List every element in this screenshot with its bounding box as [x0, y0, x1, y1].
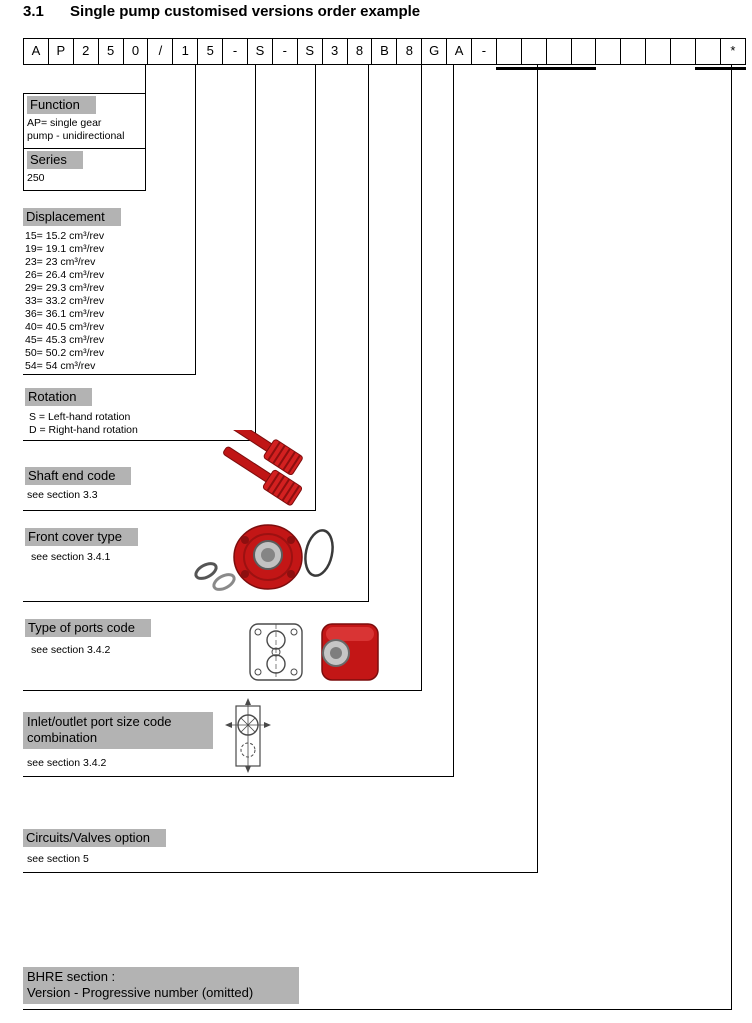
- function-description-line2: pump - unidirectional: [27, 130, 125, 142]
- function-box: [23, 93, 146, 149]
- port-size-drawing: [220, 698, 278, 774]
- displacement-list: [25, 230, 104, 373]
- circuits-header: Circuits/Valves option: [23, 829, 166, 847]
- code-cell: 0: [123, 38, 149, 65]
- page-title: [23, 3, 420, 20]
- code-cell: [496, 38, 522, 65]
- section-number: 3.1: [23, 3, 44, 20]
- port-size-header-line1: Inlet/outlet port size code: [27, 714, 172, 729]
- rotation-header: Rotation: [25, 388, 92, 406]
- code-cell: G: [421, 38, 447, 65]
- connector-line-port-size-h: [23, 776, 454, 777]
- code-cell: /: [147, 38, 173, 65]
- code-cell: [670, 38, 696, 65]
- code-cell: [620, 38, 646, 65]
- displacement-item: 36= 36.1 cm³/rev: [25, 308, 105, 320]
- series-header: Series: [27, 151, 83, 169]
- function-description-line1: AP= single gear: [27, 117, 102, 129]
- front-cover-photo: [186, 515, 338, 599]
- shaft-end-note: see section 3.3: [27, 489, 98, 501]
- code-cell: [521, 38, 547, 65]
- displacement-item: 45= 45.3 cm³/rev: [25, 334, 105, 346]
- code-cell: -: [222, 38, 248, 65]
- connector-line-bhre-h: [23, 1009, 732, 1010]
- displacement-item: 23= 23 cm³/rev: [25, 256, 96, 268]
- displacement-item: 50= 50.2 cm³/rev: [25, 347, 105, 359]
- code-cell: 3: [322, 38, 348, 65]
- ports-type-photo: [248, 620, 383, 686]
- code-cell: [546, 38, 572, 65]
- connector-line-series: [145, 64, 146, 94]
- rotation-option-s: S = Left-hand rotation: [29, 411, 131, 423]
- ports-type-note: see section 3.4.2: [31, 644, 111, 656]
- displacement-item: 19= 19.1 cm³/rev: [25, 243, 105, 255]
- rotation-options: [29, 411, 138, 437]
- shaft-end-header: Shaft end code: [25, 467, 131, 485]
- section-title: Single pump customised versions order example: [70, 3, 421, 20]
- connector-line-circuits: [537, 64, 538, 873]
- series-box: [23, 148, 146, 191]
- code-cell: [695, 38, 721, 65]
- displacement-item: 29= 29.3 cm³/rev: [25, 282, 105, 294]
- bhre-header: [23, 967, 299, 1004]
- code-cell: [571, 38, 597, 65]
- code-cell: A: [23, 38, 49, 65]
- code-cell: *: [720, 38, 746, 65]
- displacement-item: 54= 54 cm³/rev: [25, 360, 96, 372]
- displacement-item: 40= 40.5 cm³/rev: [25, 321, 105, 333]
- connector-line-port-size: [453, 64, 454, 777]
- rotation-option-d: D = Right-hand rotation: [29, 424, 138, 436]
- connector-line-circuits-h: [23, 872, 538, 873]
- connector-line-ports-type: [421, 64, 422, 691]
- displacement-header: Displacement: [23, 208, 121, 226]
- bhre-header-line2: Version - Progressive number (omitted): [27, 985, 254, 1000]
- displacement-item: 33= 33.2 cm³/rev: [25, 295, 105, 307]
- connector-line-bhre: [731, 64, 732, 1010]
- front-cover-note: see section 3.4.1: [31, 551, 111, 563]
- ports-type-header: Type of ports code: [25, 619, 151, 637]
- order-code-row: [23, 38, 746, 65]
- connector-line-front-cover-h: [23, 601, 369, 602]
- code-cell: S: [297, 38, 323, 65]
- code-cell: [595, 38, 621, 65]
- code-cell: P: [48, 38, 74, 65]
- code-cell: S: [247, 38, 273, 65]
- front-cover-header: Front cover type: [25, 528, 138, 546]
- code-cell: 5: [197, 38, 223, 65]
- series-value: 250: [27, 172, 45, 184]
- code-cell: 5: [98, 38, 124, 65]
- port-size-header-line2: combination: [27, 730, 98, 745]
- code-cell: 2: [73, 38, 99, 65]
- field-group-underline: [695, 67, 746, 70]
- code-cell: [645, 38, 671, 65]
- code-cell: -: [471, 38, 497, 65]
- port-size-note: see section 3.4.2: [27, 757, 107, 769]
- connector-line-front-cover: [368, 64, 369, 602]
- circuits-note: see section 5: [27, 853, 89, 865]
- code-cell: 8: [396, 38, 422, 65]
- connector-line-ports-type-h: [23, 690, 422, 691]
- connector-line-rotation: [255, 64, 256, 441]
- field-group-underline: [496, 67, 596, 70]
- displacement-item: 26= 26.4 cm³/rev: [25, 269, 105, 281]
- port-size-header: [23, 712, 213, 749]
- code-cell: 8: [347, 38, 373, 65]
- displacement-item: 15= 15.2 cm³/rev: [25, 230, 105, 242]
- connector-line-displacement: [195, 64, 196, 375]
- code-cell: A: [446, 38, 472, 65]
- code-cell: 1: [172, 38, 198, 65]
- connector-line-displacement-h: [23, 374, 196, 375]
- code-cell: -: [272, 38, 298, 65]
- shaft-end-photo: [208, 430, 336, 508]
- bhre-header-line1: BHRE section :: [27, 969, 116, 984]
- function-header: Function: [27, 96, 96, 114]
- code-cell: B: [371, 38, 397, 65]
- connector-line-shaft-end-h: [23, 510, 316, 511]
